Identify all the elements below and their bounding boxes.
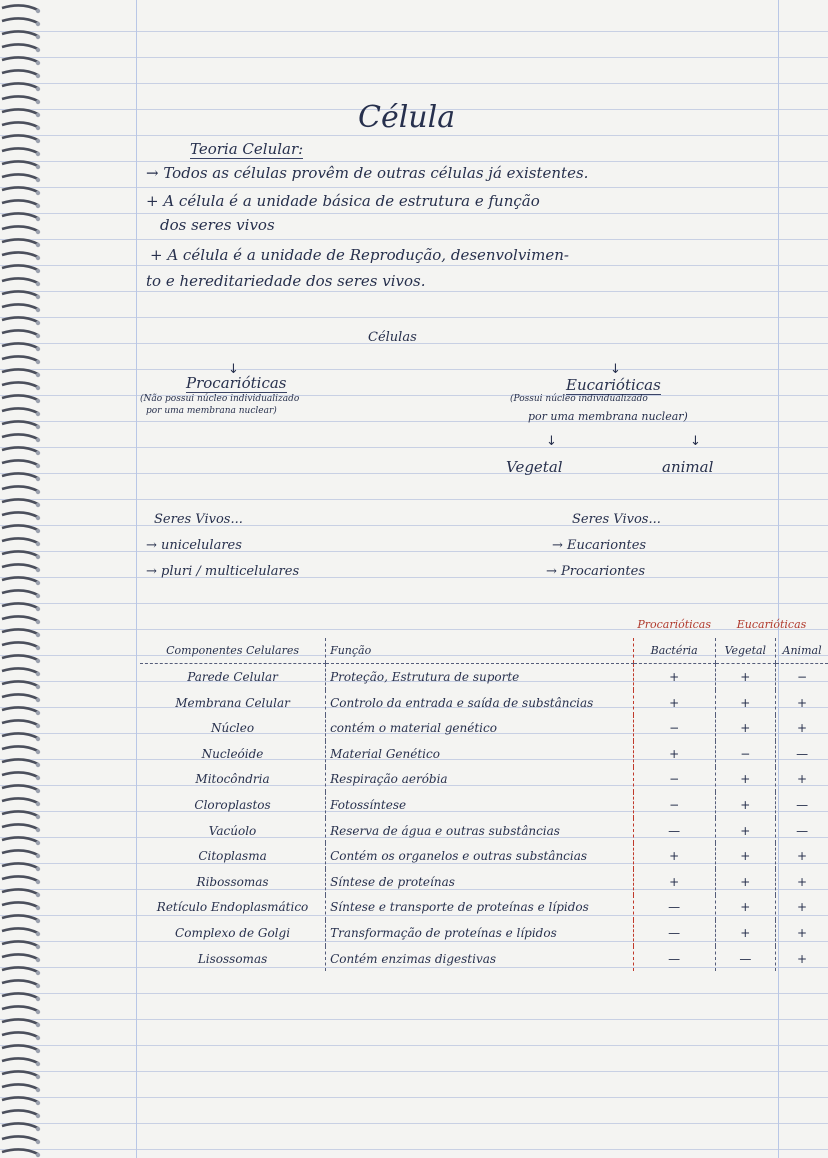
table-row xyxy=(140,664,828,690)
spiral-coil xyxy=(2,343,38,348)
spiral-coil xyxy=(2,408,38,413)
eucarioticas-label: Eucarióticas xyxy=(566,376,661,394)
spiral-coil xyxy=(2,304,38,309)
spiral-hole xyxy=(36,373,40,377)
cell-animal: + xyxy=(776,843,828,869)
spiral-hole xyxy=(36,1036,40,1040)
procarioticas-note-1: (Não possui núcleo individualizado xyxy=(140,394,300,404)
cell-bacteria: — xyxy=(633,920,715,946)
theory-line-2a: + A célula é a unidade básica de estrutura e função xyxy=(146,192,540,210)
table-row xyxy=(140,818,828,844)
spiral-coil xyxy=(2,382,38,387)
spiral-hole xyxy=(36,932,40,936)
spiral-hole xyxy=(36,906,40,910)
spiral-coil xyxy=(2,798,38,803)
group-eucarioticas: Eucarióticas xyxy=(736,618,807,632)
spiral-coil xyxy=(2,941,38,946)
cell-vegetal: + xyxy=(715,818,776,844)
spiral-hole xyxy=(36,438,40,442)
spiral-hole xyxy=(36,763,40,767)
theory-heading: Teoria Celular: xyxy=(190,140,304,158)
cell-animal: + xyxy=(776,715,828,741)
spiral-coil xyxy=(2,265,38,270)
spiral-hole xyxy=(36,191,40,195)
cell-component: Retículo Endoplasmático xyxy=(156,900,309,915)
group-procarioticas: Procarióticas xyxy=(637,618,712,632)
spiral-coil xyxy=(2,863,38,868)
spiral-coil xyxy=(2,603,38,608)
spiral-coil xyxy=(2,902,38,907)
spiral-hole xyxy=(36,217,40,221)
spiral-hole xyxy=(36,74,40,78)
spiral-coil xyxy=(2,5,38,10)
spiral-hole xyxy=(36,35,40,39)
spiral-hole xyxy=(36,1101,40,1105)
cell-animal: + xyxy=(776,767,828,793)
cell-vegetal: + xyxy=(715,664,776,690)
spiral-coil xyxy=(2,161,38,166)
spiral-hole xyxy=(36,48,40,52)
spiral-coil xyxy=(2,122,38,127)
cell-bacteria: + xyxy=(633,741,715,767)
cell-function: contém o material genético xyxy=(326,715,634,741)
spiral-hole xyxy=(36,685,40,689)
cell-vegetal: + xyxy=(715,792,776,818)
cell-component: Mitocôndria xyxy=(195,772,270,787)
spiral-coil xyxy=(2,226,38,231)
spiral-hole xyxy=(36,919,40,923)
spiral-coil xyxy=(2,1045,38,1050)
cell-bacteria: — xyxy=(633,946,715,972)
cell-animal: — xyxy=(776,792,828,818)
cell-bacteria: − xyxy=(633,767,715,793)
cell-component: Membrana Celular xyxy=(175,695,290,710)
spiral-coil xyxy=(2,148,38,153)
spiral-hole xyxy=(36,282,40,286)
spiral-coil xyxy=(2,252,38,257)
table-row xyxy=(140,690,828,716)
theory-line-3a: + A célula é a unidade de Reprodução, desenvolvimen- xyxy=(150,246,569,264)
spiral-coil xyxy=(2,421,38,426)
cell-vegetal: − xyxy=(715,741,776,767)
spiral-hole xyxy=(36,22,40,26)
eucarioticas-note-2: por uma membrana nuclear) xyxy=(528,410,688,423)
spiral-coil xyxy=(2,1006,38,1011)
spiral-hole xyxy=(36,87,40,91)
header-animal: Animal xyxy=(776,638,828,664)
spiral-hole xyxy=(36,542,40,546)
spiral-coil xyxy=(2,1032,38,1037)
cell-function: Material Genético xyxy=(326,741,634,767)
spiral-hole xyxy=(36,243,40,247)
spiral-hole xyxy=(36,399,40,403)
cell-bacteria: − xyxy=(633,792,715,818)
table-row xyxy=(140,767,828,793)
spiral-hole xyxy=(36,997,40,1001)
cell-function: Síntese de proteínas xyxy=(326,869,634,895)
spiral-hole xyxy=(36,789,40,793)
spiral-hole xyxy=(36,334,40,338)
spiral-coil xyxy=(2,1019,38,1024)
spiral-hole xyxy=(36,295,40,299)
arrow-down-icon: ↓ xyxy=(228,362,239,377)
arrow-down-icon: ↓ xyxy=(610,362,621,377)
spiral-coil xyxy=(2,1071,38,1076)
table-row xyxy=(140,741,828,767)
spiral-coil xyxy=(2,785,38,790)
cell-animal: + xyxy=(776,690,828,716)
cell-function: Transformação de proteínas e lípidos xyxy=(326,920,634,946)
cell-function: Contém enzimas digestivas xyxy=(326,946,634,972)
spiral-coil xyxy=(2,486,38,491)
spiral-coil xyxy=(2,200,38,205)
spiral-hole xyxy=(36,750,40,754)
spiral-coil xyxy=(2,330,38,335)
spiral-hole xyxy=(36,893,40,897)
cell-component: Lisossomas xyxy=(197,951,268,966)
spiral-coil xyxy=(2,213,38,218)
spiral-coil xyxy=(2,629,38,634)
spiral-hole xyxy=(36,815,40,819)
spiral-hole xyxy=(36,165,40,169)
spiral-coil xyxy=(2,109,38,114)
cell-bacteria: − xyxy=(633,715,715,741)
spiral-hole xyxy=(36,308,40,312)
cell-vegetal: + xyxy=(715,895,776,921)
animal-label: animal xyxy=(662,458,714,476)
page-title: Célula xyxy=(358,100,456,135)
header-component: Componentes Celulares xyxy=(140,638,326,664)
cell-vegetal: — xyxy=(715,946,776,972)
spiral-coil xyxy=(2,824,38,829)
spiral-hole xyxy=(36,607,40,611)
arrow-down-icon: ↓ xyxy=(690,434,701,449)
arrow-down-icon: ↓ xyxy=(546,434,557,449)
spiral-hole xyxy=(36,360,40,364)
spiral-hole xyxy=(36,347,40,351)
spiral-hole xyxy=(36,594,40,598)
cell-component: Citoplasma xyxy=(198,849,267,864)
spiral-coil xyxy=(2,512,38,517)
spiral-coil xyxy=(2,759,38,764)
spiral-hole xyxy=(36,269,40,273)
seres-vivos-left-heading: Seres Vivos... xyxy=(154,512,243,527)
seres-vivos-right-heading: Seres Vivos... xyxy=(572,512,661,527)
spiral-coil xyxy=(2,1084,38,1089)
spiral-hole xyxy=(36,516,40,520)
spiral-coil xyxy=(2,356,38,361)
spiral-coil xyxy=(2,31,38,36)
cell-vegetal: + xyxy=(715,920,776,946)
cell-component: Ribossomas xyxy=(196,874,269,889)
spiral-coil xyxy=(2,876,38,881)
spiral-coil xyxy=(2,1149,38,1154)
spiral-coil xyxy=(2,590,38,595)
vegetal-label: Vegetal xyxy=(506,458,563,476)
spiral-hole xyxy=(36,61,40,65)
spiral-coil xyxy=(2,460,38,465)
seres-vivos-left-item-2: → pluri / multicelulares xyxy=(146,564,300,579)
table-row xyxy=(140,843,828,869)
spiral-hole xyxy=(36,1088,40,1092)
header-bacteria: Bactéria xyxy=(633,638,715,664)
spiral-coil xyxy=(2,928,38,933)
spiral-hole xyxy=(36,178,40,182)
spiral-coil xyxy=(2,967,38,972)
spiral-coil xyxy=(2,1123,38,1128)
spiral-coil xyxy=(2,707,38,712)
cell-animal: — xyxy=(776,741,828,767)
spiral-hole xyxy=(36,581,40,585)
spiral-hole xyxy=(36,230,40,234)
spiral-hole xyxy=(36,776,40,780)
spiral-hole xyxy=(36,646,40,650)
spiral-hole xyxy=(36,880,40,884)
spiral-hole xyxy=(36,1049,40,1053)
table-row xyxy=(140,946,828,972)
spiral-coil xyxy=(2,18,38,23)
spiral-coil xyxy=(2,434,38,439)
seres-vivos-right-item-1: → Eucariontes xyxy=(552,538,647,553)
cell-component: Cloroplastos xyxy=(194,797,271,812)
spiral-hole xyxy=(36,971,40,975)
spiral-coil xyxy=(2,1136,38,1141)
spiral-hole xyxy=(36,802,40,806)
cell-component: Núcleo xyxy=(210,721,255,736)
cell-vegetal: + xyxy=(715,715,776,741)
spiral-coil xyxy=(2,187,38,192)
spiral-hole xyxy=(36,945,40,949)
spiral-coil xyxy=(2,135,38,140)
spiral-hole xyxy=(36,1153,40,1157)
spiral-hole xyxy=(36,256,40,260)
spiral-hole xyxy=(36,958,40,962)
spiral-hole xyxy=(36,1075,40,1079)
spiral-coil xyxy=(2,772,38,777)
cell-component: Vacúolo xyxy=(208,823,257,838)
spiral-coil xyxy=(2,551,38,556)
spiral-hole xyxy=(36,854,40,858)
spiral-hole xyxy=(36,477,40,481)
cell-component: Complexo de Golgi xyxy=(175,925,291,940)
spiral-coil xyxy=(2,811,38,816)
spiral-hole xyxy=(36,672,40,676)
table-row xyxy=(140,869,828,895)
theory-line-2b: dos seres vivos xyxy=(160,216,275,234)
spiral-hole xyxy=(36,425,40,429)
spiral-hole xyxy=(36,828,40,832)
spiral-hole xyxy=(36,724,40,728)
cell-function: Respiração aeróbia xyxy=(326,767,634,793)
cell-bacteria: + xyxy=(633,843,715,869)
spiral-coil xyxy=(2,70,38,75)
spiral-hole xyxy=(36,1010,40,1014)
spiral-coil xyxy=(2,239,38,244)
cell-bacteria: — xyxy=(633,818,715,844)
cell-animal: — xyxy=(776,818,828,844)
table-row xyxy=(140,715,828,741)
spiral-coil xyxy=(2,44,38,49)
cell-function: Fotossíntese xyxy=(326,792,634,818)
spiral-hole xyxy=(36,126,40,130)
table-row xyxy=(140,920,828,946)
spiral-hole xyxy=(36,711,40,715)
spiral-hole xyxy=(36,9,40,13)
spiral-coil xyxy=(2,850,38,855)
spiral-hole xyxy=(36,620,40,624)
cell-animal: + xyxy=(776,869,828,895)
spiral-hole xyxy=(36,152,40,156)
spiral-hole xyxy=(36,1114,40,1118)
spiral-hole xyxy=(36,412,40,416)
spiral-hole xyxy=(36,503,40,507)
spiral-hole xyxy=(36,1062,40,1066)
header-function: Função xyxy=(326,638,634,664)
cell-vegetal: + xyxy=(715,869,776,895)
seres-vivos-left-item-1: → unicelulares xyxy=(146,538,242,553)
left-margin-line xyxy=(136,0,137,1158)
spiral-coil xyxy=(2,681,38,686)
cell-vegetal: + xyxy=(715,843,776,869)
procarioticas-label: Procarióticas xyxy=(186,374,287,392)
table-row xyxy=(140,792,828,818)
spiral-hole xyxy=(36,1023,40,1027)
spiral-coil xyxy=(2,733,38,738)
spiral-coil xyxy=(2,915,38,920)
cell-component: Nucleóide xyxy=(201,746,264,761)
spiral-coil xyxy=(2,694,38,699)
theory-line-3b: to e hereditariedade dos seres vivos. xyxy=(146,272,426,290)
cell-bacteria: — xyxy=(633,895,715,921)
cell-bacteria: + xyxy=(633,869,715,895)
spiral-hole xyxy=(36,698,40,702)
spiral-coil xyxy=(2,395,38,400)
seres-vivos-right-item-2: → Procariontes xyxy=(546,564,646,579)
cell-bacteria: + xyxy=(633,690,715,716)
spiral-hole xyxy=(36,139,40,143)
spiral-coil xyxy=(2,317,38,322)
spiral-coil xyxy=(2,291,38,296)
spiral-coil xyxy=(2,57,38,62)
spiral-hole xyxy=(36,386,40,390)
cell-function: Síntese e transporte de proteínas e lípidos xyxy=(326,895,634,921)
spiral-coil xyxy=(2,668,38,673)
cell-function: Reserva de água e outras substâncias xyxy=(326,818,634,844)
spiral-coil xyxy=(2,577,38,582)
cell-animal: − xyxy=(776,664,828,690)
theory-line-1: → Todos as células provêm de outras células já existentes. xyxy=(146,164,589,182)
spiral-coil xyxy=(2,1058,38,1063)
cell-function: Contém os organelos e outras substâncias xyxy=(326,843,634,869)
table-row xyxy=(140,895,828,921)
spiral-coil xyxy=(2,746,38,751)
spiral-hole xyxy=(36,984,40,988)
spiral-coil xyxy=(2,174,38,179)
spiral-hole xyxy=(36,867,40,871)
spiral-hole xyxy=(36,841,40,845)
spiral-coil xyxy=(2,720,38,725)
cell-components-table xyxy=(140,612,828,971)
cell-function: Proteção, Estrutura de suporte xyxy=(326,664,634,690)
cells-heading: Células xyxy=(368,330,417,345)
spiral-coil xyxy=(2,1097,38,1102)
spiral-coil xyxy=(2,369,38,374)
spiral-hole xyxy=(36,451,40,455)
spiral-hole xyxy=(36,633,40,637)
cell-animal: + xyxy=(776,946,828,972)
spiral-coil xyxy=(2,837,38,842)
spiral-coil xyxy=(2,993,38,998)
spiral-coil xyxy=(2,642,38,647)
header-vegetal: Vegetal xyxy=(715,638,776,664)
spiral-hole xyxy=(36,204,40,208)
spiral-hole xyxy=(36,464,40,468)
right-margin-line xyxy=(778,0,779,1158)
spiral-hole xyxy=(36,1140,40,1144)
cell-component: Parede Celular xyxy=(187,669,278,684)
spiral-hole xyxy=(36,555,40,559)
spiral-coil xyxy=(2,499,38,504)
spiral-coil xyxy=(2,538,38,543)
spiral-coil xyxy=(2,447,38,452)
spiral-binding xyxy=(0,0,44,1158)
cell-bacteria: + xyxy=(633,664,715,690)
spiral-coil xyxy=(2,473,38,478)
cell-vegetal: + xyxy=(715,690,776,716)
cell-function: Controlo da entrada e saída de substâncias xyxy=(326,690,634,716)
procarioticas-note-2: por uma membrana nuclear) xyxy=(146,406,277,416)
spiral-hole xyxy=(36,321,40,325)
spiral-coil xyxy=(2,1110,38,1115)
cell-vegetal: + xyxy=(715,767,776,793)
spiral-coil xyxy=(2,655,38,660)
cell-animal: + xyxy=(776,920,828,946)
spiral-coil xyxy=(2,525,38,530)
spiral-hole xyxy=(36,568,40,572)
spiral-coil xyxy=(2,954,38,959)
spiral-coil xyxy=(2,83,38,88)
spiral-coil xyxy=(2,96,38,101)
spiral-hole xyxy=(36,100,40,104)
spiral-hole xyxy=(36,659,40,663)
spiral-hole xyxy=(36,113,40,117)
spiral-coil xyxy=(2,564,38,569)
spiral-hole xyxy=(36,1127,40,1131)
spiral-hole xyxy=(36,529,40,533)
spiral-coil xyxy=(2,616,38,621)
spiral-coil xyxy=(2,889,38,894)
cell-animal: + xyxy=(776,895,828,921)
spiral-coil xyxy=(2,278,38,283)
spiral-coil xyxy=(2,980,38,985)
spiral-hole xyxy=(36,737,40,741)
eucarioticas-note-1: (Possui núcleo individualizado xyxy=(510,394,648,404)
spiral-hole xyxy=(36,490,40,494)
